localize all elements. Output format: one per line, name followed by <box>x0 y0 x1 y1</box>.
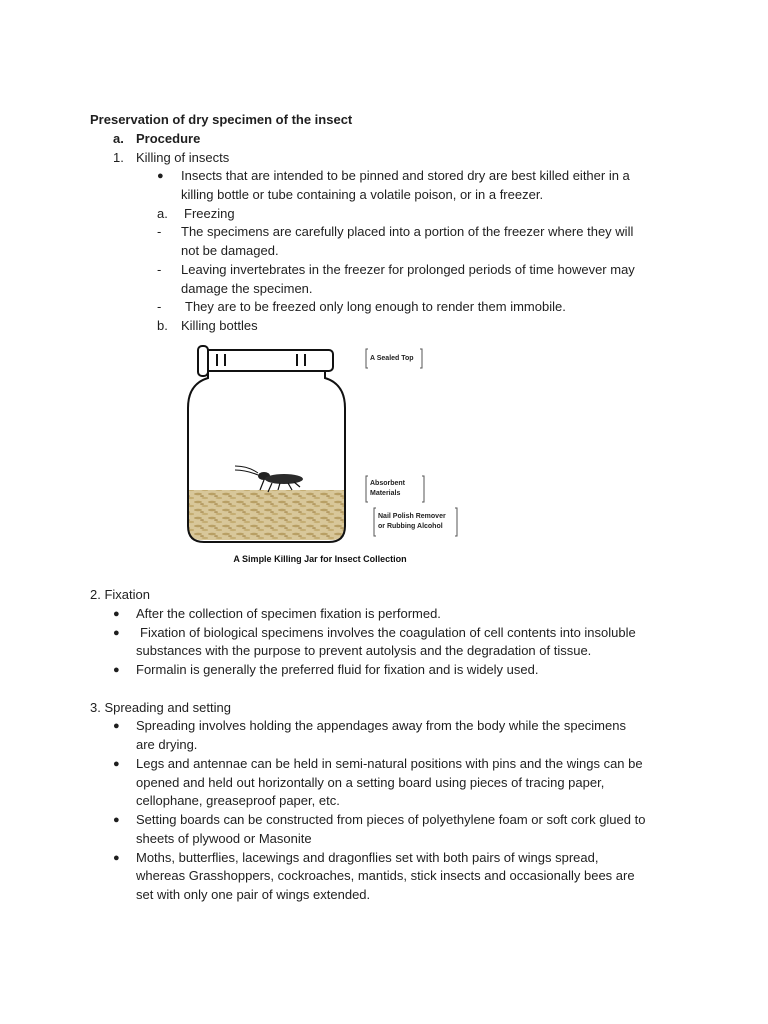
dash-marker: - <box>157 299 162 314</box>
sawdust-layer <box>189 490 344 540</box>
step1-label: Killing of insects <box>136 150 230 165</box>
step2-heading: 2. Fixation <box>90 587 150 602</box>
freezing-detail-2-line1: Leaving invertebrates in the freezer for prolonged periods of time however may <box>181 262 635 277</box>
step2-bullet-2-line2: substances with the purpose to prevent autolysis and the degradation of tissue. <box>136 643 592 658</box>
freezing-marker: a. <box>157 206 168 221</box>
bottles-marker: b. <box>157 318 168 333</box>
jar-lid <box>198 346 333 376</box>
page-title: Preservation of dry specimen of the insect <box>90 112 353 127</box>
label-absorbent-line1: Absorbent <box>370 480 405 487</box>
bottles-label: Killing bottles <box>181 318 258 333</box>
step1-bullet-line2: killing bottle or tube containing a volatile poison, or in a freezer. <box>181 187 544 202</box>
bullet-icon: ● <box>113 627 120 639</box>
step3-bullet-1-line1: Spreading involves holding the appendages away from the body while the specimens <box>136 718 626 733</box>
step3-heading: 3. Spreading and setting <box>90 700 231 715</box>
step1-bullet-line1: Insects that are intended to be pinned and stored dry are best killed either in a <box>181 168 630 183</box>
section-a-label: Procedure <box>136 131 201 146</box>
step3-bullet-2-line1: Legs and antennae can be held in semi-natural positions with pins and the wings can be <box>136 756 643 771</box>
dash-marker: - <box>157 262 162 277</box>
label-sealed-top: A Sealed Top <box>370 355 414 362</box>
step3-bullet-2-line3: cellophane, greaseproof paper, etc. <box>136 793 340 808</box>
freezing-label: Freezing <box>184 206 235 221</box>
section-a-marker: a. <box>113 131 124 146</box>
step3-bullet-3-line1: Setting boards can be constructed from pieces of polyethylene foam or soft cork glued to <box>136 812 646 827</box>
step3-bullet-4-line1: Moths, butterflies, lacewings and dragonflies set with both pairs of wings spread, <box>136 850 599 865</box>
bullet-icon: ● <box>113 852 120 864</box>
freezing-detail-1-line2: not be damaged. <box>181 243 279 258</box>
step3-bullet-4-line3: set with only one pair of wings extended. <box>136 887 371 902</box>
bullet-icon: ● <box>157 170 164 182</box>
step3-bullet-3-line2: sheets of plywood or Masonite <box>136 831 312 846</box>
freezing-detail-1-line1: The specimens are carefully placed into a portion of the freezer where they will <box>181 224 634 239</box>
freezing-detail-3: They are to be freezed only long enough to render them immobile. <box>185 299 566 314</box>
step2-bullet-3: Formalin is generally the preferred fluid for fixation and is widely used. <box>136 662 539 677</box>
bullet-icon: ● <box>113 664 120 676</box>
bullet-icon: ● <box>113 758 120 770</box>
cockroach-icon <box>235 466 303 492</box>
step2-bullet-2-line1: Fixation of biological specimens involves the coagulation of cell contents into insoluble <box>140 625 636 640</box>
label-nail-line1: Nail Polish Remover <box>378 513 446 520</box>
label-nail-line2: or Rubbing Alcohol <box>378 523 443 530</box>
killing-jar-figure <box>180 340 460 572</box>
step3-bullet-4-line2: whereas Grasshoppers, cockroaches, mantids, stick insects and occasionally bees are <box>136 868 635 883</box>
step3-bullet-1-line2: are drying. <box>136 737 198 752</box>
bullet-icon: ● <box>113 608 120 620</box>
bullet-icon: ● <box>113 720 120 732</box>
step1-marker: 1. <box>113 150 124 165</box>
figure-caption: A Simple Killing Jar for Insect Collection <box>233 554 407 564</box>
step3-bullet-2-line2: opened and held out horizontally on a setting board using pieces of tracing paper, <box>136 775 605 790</box>
freezing-detail-2-line2: damage the specimen. <box>181 281 313 296</box>
step2-bullet-1: After the collection of specimen fixation is performed. <box>136 606 441 621</box>
dash-marker: - <box>157 224 162 239</box>
label-absorbent-line2: Materials <box>370 490 401 497</box>
bullet-icon: ● <box>113 814 120 826</box>
